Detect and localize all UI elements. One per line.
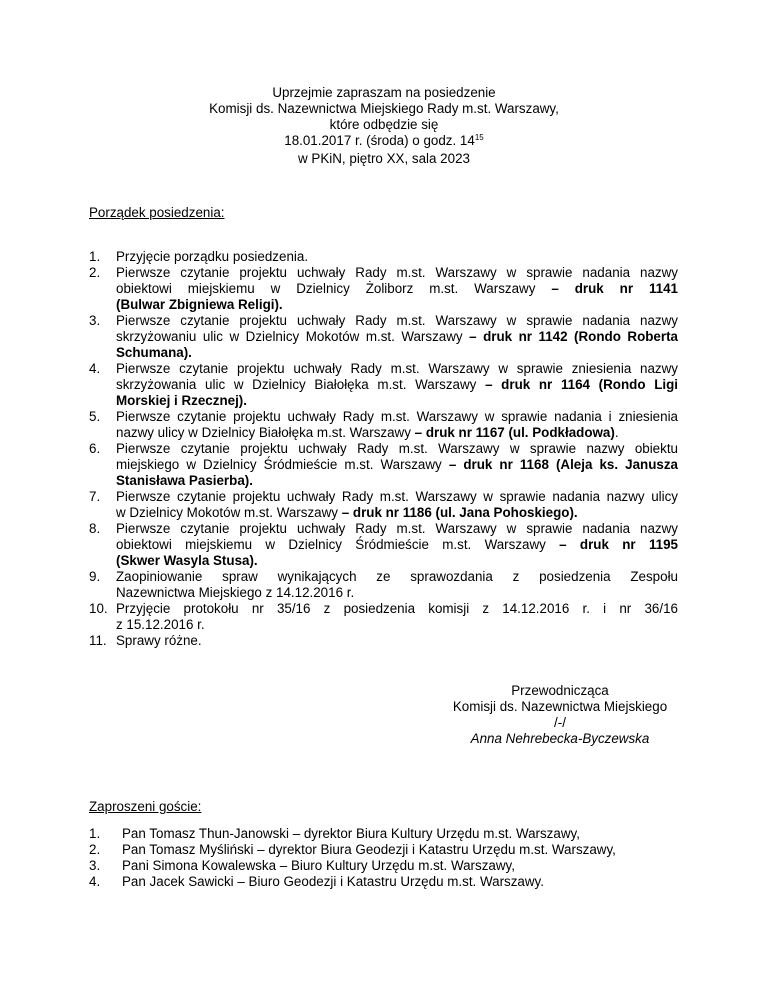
guest-number: 4. xyxy=(89,874,101,889)
item-text: nazwy ulicy w Dzielnicy Białołęka m.st. Warszawy xyxy=(116,425,411,440)
item-number: 4. xyxy=(89,361,101,376)
list-item xyxy=(89,858,729,874)
list-item xyxy=(89,265,678,313)
list-item xyxy=(89,842,729,858)
header-date: 18.01.2017 r. (środa) o godz. 14 xyxy=(284,133,475,148)
signature-mark: /-/ xyxy=(554,715,566,730)
guest-text: Pan Tomasz Thun-Janowski – dyrektor Biura Kultury Urzędu m.st. Warszawy, xyxy=(122,826,580,841)
item-text: obiektowi miejskiemu w Dzielnicy Żoliborz m.st. Warszawy xyxy=(116,281,536,296)
list-item xyxy=(89,361,678,409)
item-text: skrzyżowania ulic w Dzielnicy Białołęka m.st. Warszawy xyxy=(116,377,477,392)
list-item xyxy=(89,409,678,441)
item-druk: – druk nr 1164 (Rondo Ligi xyxy=(485,377,678,392)
list-item xyxy=(89,441,678,489)
list-item xyxy=(89,489,678,521)
item-text: Pierwsze czytanie projektu uchwały Rady m.st. Warszawy w sprawie zniesienia nazwy xyxy=(116,361,678,376)
agenda-list xyxy=(89,249,678,649)
list-item xyxy=(89,569,678,601)
item-text: Pierwsze czytanie projektu uchwały Rady m.st. Warszawy w sprawie nadania nazwy xyxy=(116,265,678,280)
item-number: 11. xyxy=(89,633,107,648)
item-text: Nazewnictwa Miejskiego z 14.12.2016 r. xyxy=(116,585,355,600)
item-name: Morskiej i Rzecznej). xyxy=(116,393,247,408)
item-druk: – druk nr 1167 (ul. Podkładowa) xyxy=(414,425,615,440)
item-druk: – druk nr 1141 xyxy=(551,281,678,296)
item-name: Stanisława Pasierba). xyxy=(116,473,253,488)
item-number: 8. xyxy=(89,521,101,536)
item-text: Sprawy różne. xyxy=(116,633,202,648)
item-text: Zaopiniowanie spraw wynikających ze sprawozdania z posiedzenia Zespołu xyxy=(116,569,678,584)
signature-name: Anna Nehrebecka-Byczewska xyxy=(470,731,650,746)
item-text: Pierwsze czytanie projektu uchwały Rady m.st. Warszawy w sprawie nadania i zniesienia xyxy=(116,409,678,424)
item-druk: – druk nr 1142 (Rondo Roberta xyxy=(469,329,678,344)
item-name: (Skwer Wasyla Stusa). xyxy=(116,553,258,568)
item-text: Przyjęcie protokołu nr 35/16 z posiedzenia komisji z 14.12.2016 r. i nr 36/16 xyxy=(116,601,678,616)
item-number: 5. xyxy=(89,409,101,424)
item-name: Schumana). xyxy=(116,345,192,360)
invitation-header xyxy=(0,85,768,167)
list-item xyxy=(89,313,678,361)
guest-text: Pan Tomasz Myśliński – dyrektor Biura Geodezji i Katastru Urzędu m.st. Warszawy, xyxy=(122,842,616,857)
item-number: 6. xyxy=(89,441,101,456)
signature-block xyxy=(420,683,700,747)
item-text: miejskiego w Dzielnicy Śródmieście m.st. Warszawy xyxy=(116,457,442,472)
guest-number: 2. xyxy=(89,842,101,857)
item-text: z 15.12.2016 r. xyxy=(116,617,205,632)
header-date-line xyxy=(0,133,768,151)
signature-committee: Komisji ds. Nazewnictwa Miejskiego xyxy=(452,699,668,714)
header-line-1: Uprzejmie zapraszam na posiedzenie xyxy=(272,85,496,100)
item-text: w Dzielnicy Mokotów m.st. Warszawy xyxy=(116,505,338,520)
item-text: obiektowi miejskiemu w Dzielnicy Śródmieście m.st. Warszawy xyxy=(116,537,546,552)
item-name: (Bulwar Zbigniewa Religi). xyxy=(116,297,283,312)
item-text: Pierwsze czytanie projektu uchwały Rady m.st. Warszawy w sprawie nazwy obiektu xyxy=(116,441,678,456)
guest-text: Pani Simona Kowalewska – Biuro Kultury Urzędu m.st. Warszawy, xyxy=(122,858,515,873)
item-text: Przyjęcie porządku posiedzenia. xyxy=(116,249,309,264)
item-text: Pierwsze czytanie projektu uchwały Rady m.st. Warszawy w sprawie nadania nazwy xyxy=(116,313,678,328)
item-text: skrzyżowaniu ulic w Dzielnicy Mokotów m.st. Warszawy xyxy=(116,329,463,344)
item-text: Pierwsze czytanie projektu uchwały Rady m.st. Warszawy w sprawie nadania nazwy ulicy xyxy=(116,489,678,504)
guest-number: 3. xyxy=(89,858,101,873)
item-druk: – druk nr 1195 xyxy=(559,537,678,552)
header-time-minutes: 15 xyxy=(474,133,484,142)
item-number: 9. xyxy=(89,569,101,584)
signature-role: Przewodnicząca xyxy=(511,683,609,698)
guest-text: Pan Jacek Sawicki – Biuro Geodezji i Katastru Urzędu m.st. Warszawy. xyxy=(122,874,544,889)
list-item xyxy=(89,633,678,649)
list-item xyxy=(89,601,678,633)
list-item xyxy=(89,874,729,890)
guests-list xyxy=(89,826,729,890)
item-text: Pierwsze czytanie projektu uchwały Rady m.st. Warszawy w sprawie nadania nazwy xyxy=(116,521,678,536)
item-number: 1. xyxy=(89,249,101,264)
item-druk: – druk nr 1186 (ul. Jana Pohoskiego). xyxy=(341,505,578,520)
item-number: 10. xyxy=(89,601,108,616)
header-location: w PKiN, piętro XX, sala 2023 xyxy=(298,151,470,166)
item-number: 2. xyxy=(89,265,101,280)
item-number: 7. xyxy=(89,489,101,504)
guests-title: Zaproszeni goście: xyxy=(89,799,202,814)
list-item xyxy=(89,249,678,265)
list-item xyxy=(89,521,678,569)
guest-number: 1. xyxy=(89,826,101,841)
header-line-3: które odbędzie się xyxy=(329,117,439,132)
item-period: . xyxy=(614,425,619,440)
agenda-title: Porządek posiedzenia: xyxy=(89,205,225,220)
item-number: 3. xyxy=(89,313,101,328)
item-druk: – druk nr 1168 (Aleja ks. Janusza xyxy=(448,457,678,472)
header-line-2: Komisji ds. Nazewnictwa Miejskiego Rady m.st. Warszawy, xyxy=(209,101,559,116)
list-item xyxy=(89,826,729,842)
